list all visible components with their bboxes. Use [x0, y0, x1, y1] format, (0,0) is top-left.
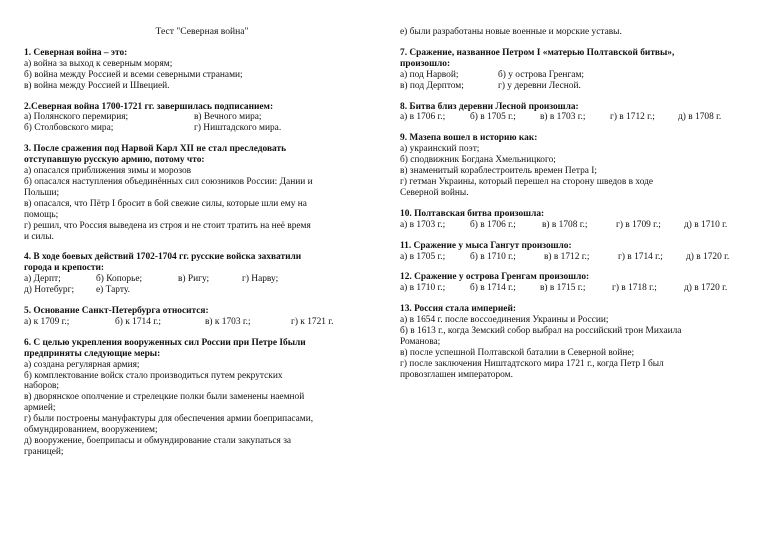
question-text: 6. С целью укрепления вооруженных сил России при Петре Iбыли — [24, 337, 306, 348]
question-text: отступавшую русскую армию, потому что: — [24, 155, 205, 166]
question-8 — [400, 102, 750, 124]
answer-option: в) после успешной Полтавской баталии в Северной войне; — [400, 347, 635, 358]
answer-option: е) были разработаны новые военные и морские уставы. — [400, 27, 622, 37]
question-6-continued — [400, 27, 750, 38]
question-5 — [24, 306, 380, 328]
question-text: предприняты следующие меры: — [24, 348, 161, 359]
answer-option: в) в 1708 г.; — [542, 219, 588, 230]
question-4 — [24, 252, 380, 296]
answer-option: г) в 1714 г.; — [618, 251, 663, 262]
question-13 — [400, 304, 750, 380]
answer-option: е) Тарту. — [96, 285, 130, 296]
question-text: 2.Северная война 1700-1721 гг. завершилась подписанием: — [24, 101, 274, 112]
answer-option: в) опасался, что Пётр I бросит в бой свежие силы, которые шли ему на — [24, 198, 307, 209]
question-9 — [400, 133, 750, 198]
question-text: 3. После сражения под Нарвой Карл XII не стал преследовать — [24, 144, 287, 155]
answer-option: в) Вечного мира; — [194, 112, 262, 123]
answer-option: б) в 1714 г.; — [470, 283, 516, 294]
answer-option: г) в 1712 г.; — [610, 112, 655, 123]
question-11 — [400, 241, 750, 263]
answer-option: а) Дерпт; — [24, 274, 61, 285]
answer-option: г) к 1721 г. — [291, 316, 334, 327]
answer-option: б) к 1714 г.; — [115, 316, 161, 327]
answer-option: а) в 1705 г.; — [400, 251, 446, 262]
answer-option: Романова; — [400, 336, 441, 347]
question-10 — [400, 209, 750, 231]
answer-option: б) у острова Гренгам; — [498, 69, 584, 80]
answer-option: а) украинский поэт; — [400, 144, 480, 155]
answer-option: в) знаменитый кораблестроитель времен Петра I; — [400, 166, 597, 177]
answer-option: г) гетман Украины, который перешел на сторону шведов в ходе — [400, 176, 654, 187]
answer-option: б) в 1613 г., когда Земский собор выбрал на российский трон Михаила — [400, 326, 682, 337]
answer-option: а) создана регулярная армия; — [24, 359, 140, 370]
answer-row — [24, 317, 380, 328]
answer-option: в) к 1703 г.; — [205, 316, 251, 327]
page-title: Тест "Северная война" — [155, 26, 249, 37]
answer-option: провозглашен императором. — [400, 369, 513, 380]
answer-option: и силы. — [24, 231, 54, 242]
answer-option: б) в 1706 г.; — [470, 219, 516, 230]
answer-option: д) вооружение, боеприпасы и обмундирование стали закупаться за — [24, 436, 292, 446]
question-text: 11. Сражение у мыса Гангут произошло: — [400, 240, 572, 251]
answer-option: в) в 1703 г.; — [540, 112, 586, 123]
answer-option: в) в 1712 г.; — [544, 251, 590, 262]
left-column — [24, 27, 380, 468]
answer-option: в) в 1715 г.; — [540, 283, 586, 294]
answer-option: а) в 1706 г.; — [400, 112, 446, 123]
answer-row — [400, 81, 750, 92]
question-text: 10. Полтавская битва произошла: — [400, 208, 545, 219]
answer-option: а) под Нарвой; — [400, 69, 459, 80]
answer-option: б) комплектование войск стало производиться путем рекрутских — [24, 370, 283, 381]
answer-option: г) решил, что Россия выведена из строя и не стоит тратить на неё время — [24, 220, 311, 231]
question-text: 1. Северная война – это: — [24, 47, 128, 58]
answer-option: г) Нарву; — [242, 274, 279, 285]
answer-option: г) в 1718 г.; — [612, 283, 657, 294]
answer-option: д) в 1720 г. — [686, 251, 730, 262]
answer-option: б) в 1710 г.; — [470, 251, 516, 262]
right-column — [400, 27, 750, 391]
question-text: 4. В ходе боевых действий 1702-1704 гг. русские войска захватили — [24, 252, 302, 263]
answer-option: границей; — [24, 446, 64, 457]
answer-option: д) в 1720 г. — [684, 283, 728, 294]
answer-option: а) в 1710 г.; — [400, 283, 446, 294]
question-text: 9. Мазепа вошел в историю как: — [400, 133, 538, 144]
answer-option: г) в 1709 г.; — [616, 219, 661, 230]
answer-option: в) война между Россией и Швецией. — [24, 80, 170, 91]
answer-row — [400, 252, 750, 263]
answer-row — [24, 112, 380, 123]
answer-row — [24, 123, 380, 134]
answer-option: д) Нотебург; — [24, 285, 75, 296]
answer-option: а) опасался приближения зимы и морозов — [24, 166, 192, 177]
question-3 — [24, 144, 380, 242]
answer-option: б) Столбовского мира; — [24, 123, 114, 134]
answer-option: в) дворянское ополчение и стрелецкие полки были заменены наемной — [24, 392, 305, 403]
answer-option: обмундированием, вооружением; — [24, 425, 158, 436]
answer-option: б) сподвижник Богдана Хмельницкого; — [400, 155, 556, 166]
answer-option: г) у деревни Лесной. — [498, 80, 581, 91]
answer-option: б) в 1705 г.; — [470, 112, 516, 123]
question-text: 12. Сражение у острова Гренгам произошло: — [400, 272, 590, 283]
question-1 — [24, 48, 380, 92]
question-7 — [400, 48, 750, 92]
answer-option: г) были построены мануфактуры для обеспечения армии боеприпасами, — [24, 414, 314, 425]
question-text: произошло: — [400, 58, 451, 69]
question-text: 7. Сражение, названное Петром I «матерью Полтавской битвы», — [400, 47, 675, 58]
answer-row — [400, 112, 750, 123]
answer-option: в) Ригу; — [178, 274, 210, 285]
answer-row — [400, 70, 750, 81]
answer-option: б) война между Россией и всеми северными странами; — [24, 69, 243, 80]
answer-option: помощь; — [24, 209, 59, 220]
answer-option: д) в 1708 г. — [678, 112, 722, 123]
question-text: 8. Битва близ деревни Лесной произошла: — [400, 101, 579, 112]
answer-row — [24, 274, 380, 285]
question-text: 5. Основание Санкт-Петербурга относится: — [24, 306, 209, 317]
answer-option: а) война за выход к северным морям; — [24, 58, 173, 69]
answer-option: д) в 1710 г. — [684, 219, 728, 230]
answer-option: а) в 1703 г.; — [400, 219, 446, 230]
question-2 — [24, 102, 380, 135]
answer-option: наборов; — [24, 381, 60, 392]
answer-option: в) под Дерптом; — [400, 80, 464, 91]
answer-option: армией; — [24, 403, 56, 414]
answer-option: б) Копорье; — [96, 274, 143, 285]
answer-option: Северной войны. — [400, 187, 469, 198]
answer-option: б) опасался наступления объединённых сил союзников России: Дании и — [24, 176, 313, 187]
answer-option: а) в 1654 г. после воссоединения Украины и России; — [400, 315, 609, 326]
answer-row — [24, 285, 380, 296]
question-text: города и крепости: — [24, 263, 105, 274]
answer-option: а) Полянского перемирия; — [24, 112, 129, 123]
answer-option: г) после заключения Ништадтского мира 1721 г., когда Петр I был — [400, 358, 664, 369]
answer-option: а) к 1709 г.; — [24, 316, 70, 327]
question-text: 13. Россия стала империей: — [400, 304, 516, 315]
question-6 — [24, 338, 380, 458]
answer-row — [400, 220, 750, 231]
question-12 — [400, 272, 750, 294]
answer-option: Польши; — [24, 187, 60, 198]
answer-option: г) Ништадского мира. — [194, 123, 282, 134]
answer-row — [400, 283, 750, 294]
